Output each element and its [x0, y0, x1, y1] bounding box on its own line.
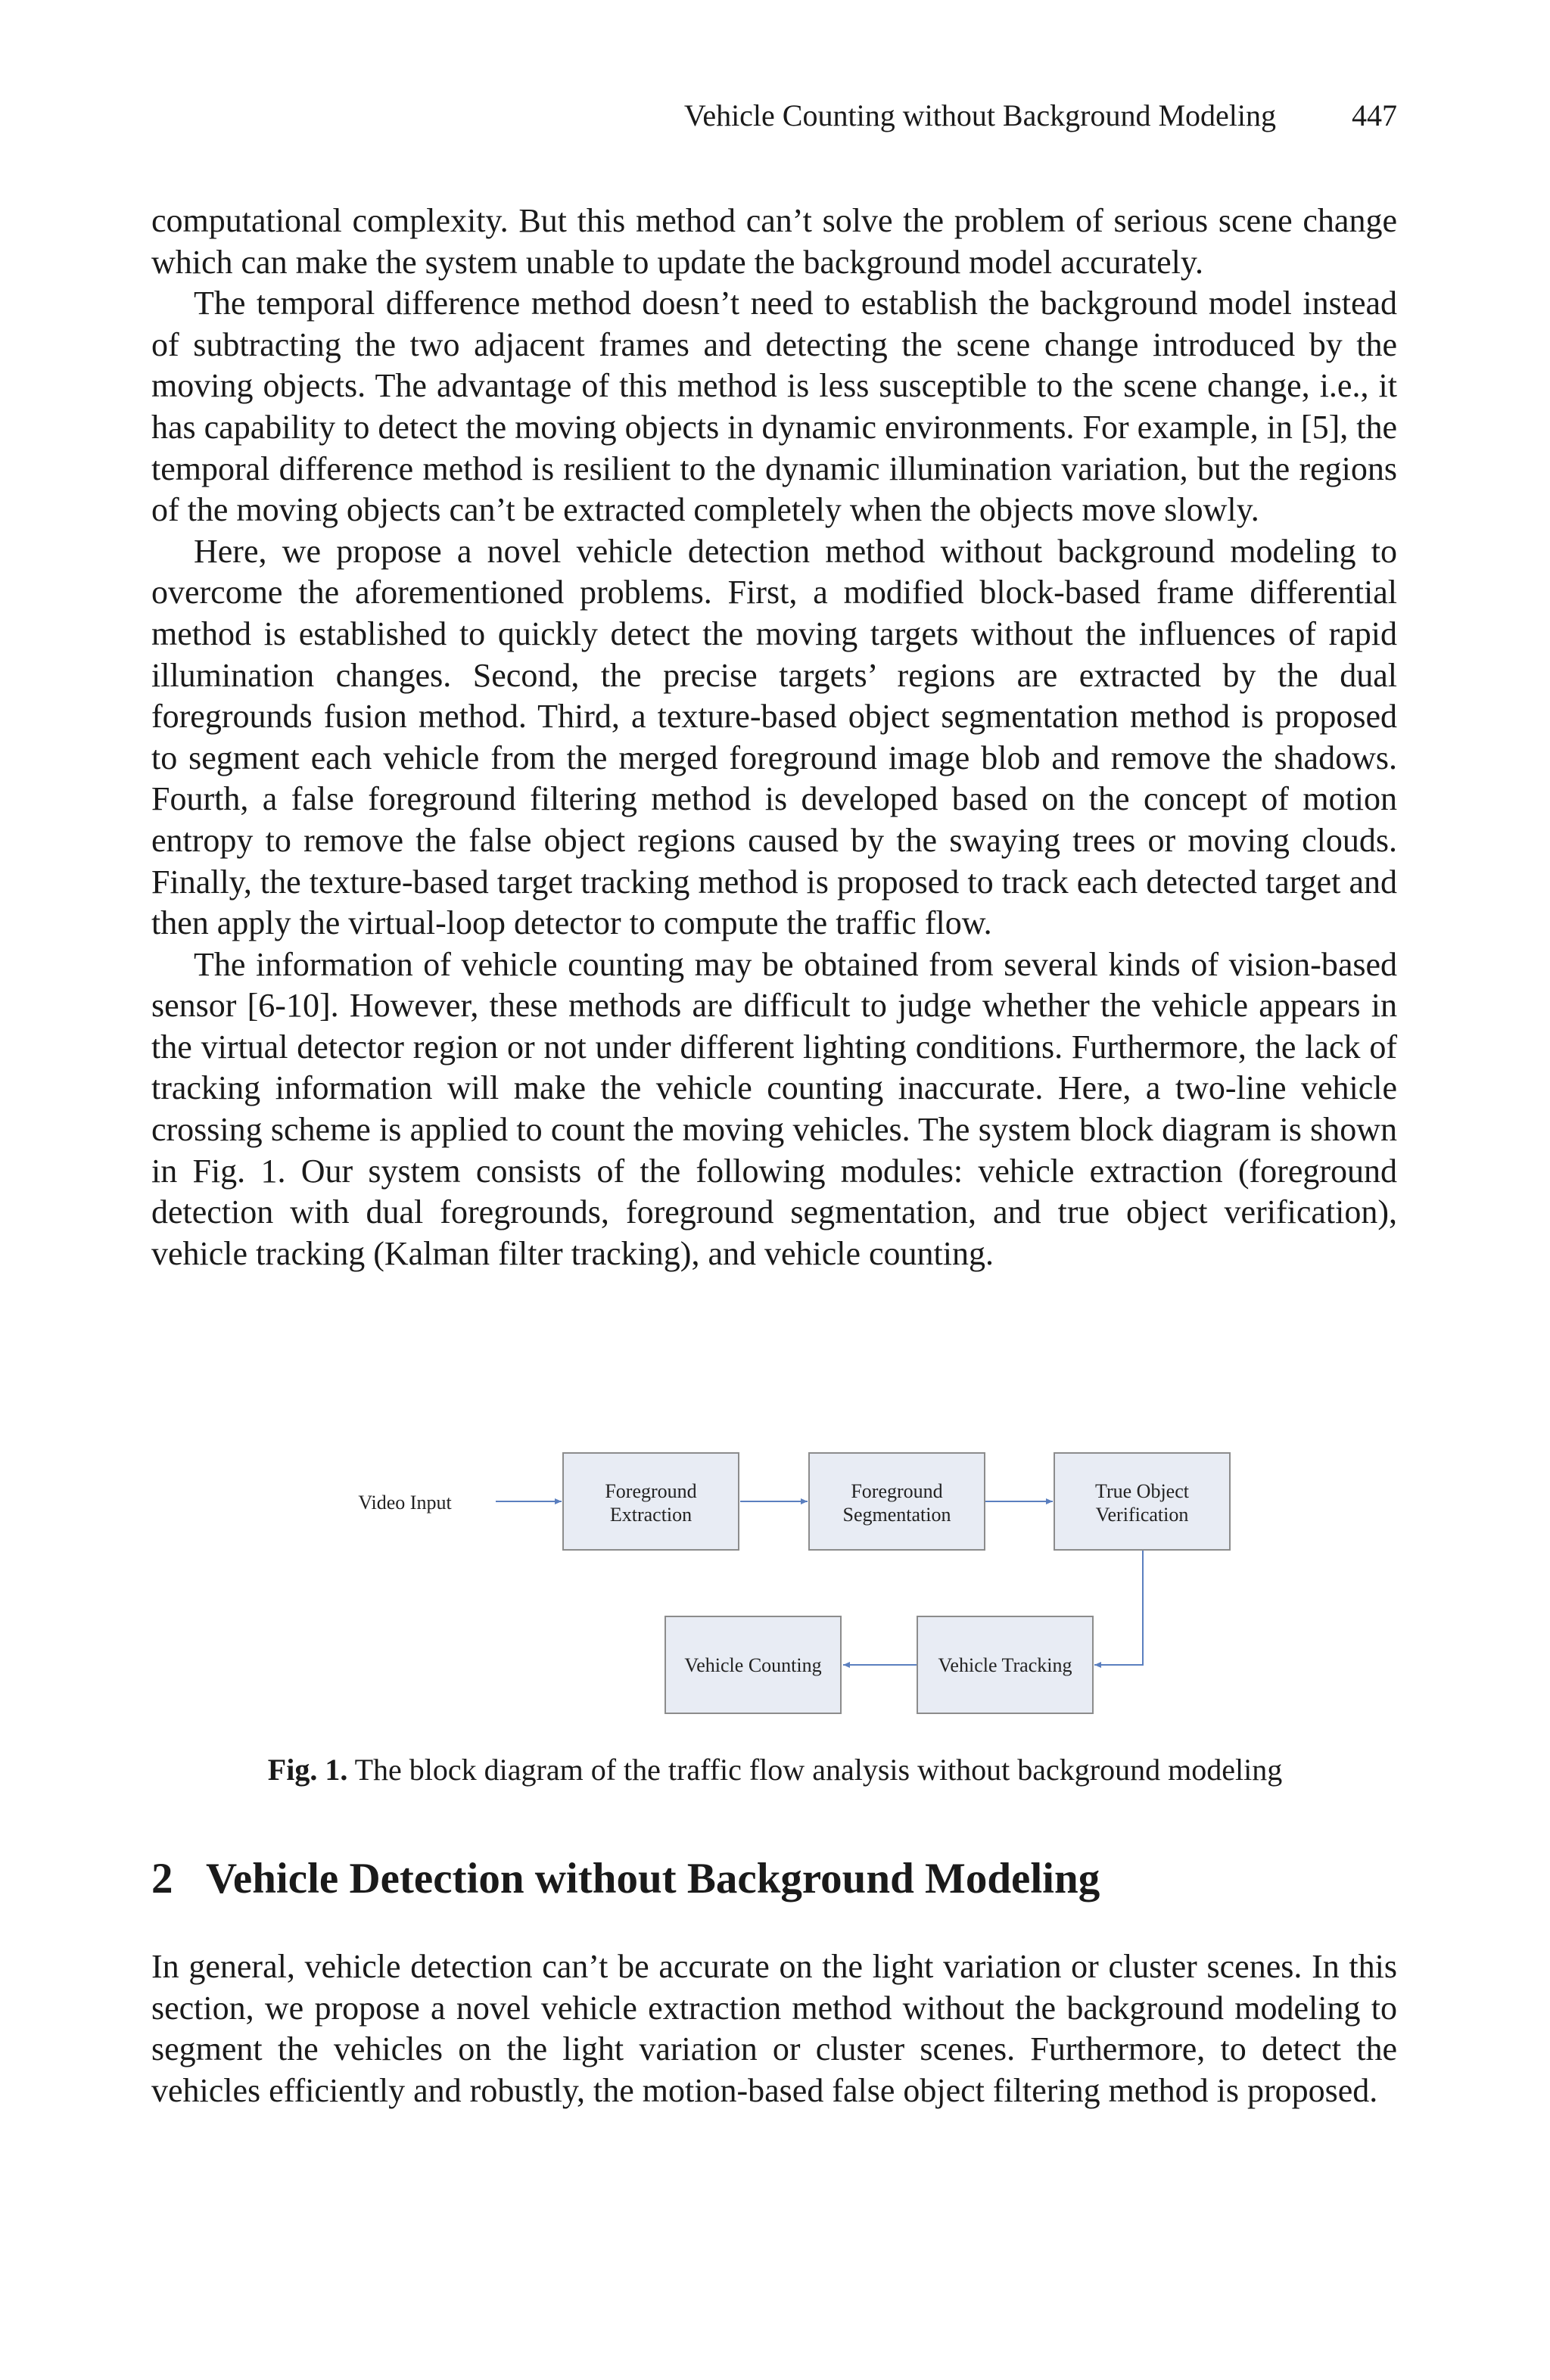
running-title: Vehicle Counting without Background Modeling — [683, 98, 1276, 132]
page-header — [151, 97, 1397, 135]
section-title: Vehicle Detection without Background Modeling — [206, 1855, 1100, 1902]
arrow-verification-to-tracking — [1094, 1550, 1143, 1665]
body-text-block — [151, 201, 1397, 1274]
true-object-verification-label-line-1: True Object — [1095, 1480, 1189, 1502]
figure-caption-text: The block diagram of the traffic flow analysis without background modeling — [347, 1753, 1283, 1787]
figure-label: Fig. 1. — [267, 1753, 348, 1787]
paragraph: In general, vehicle detection can’t be accurate on the light variation or cluster scenes. In this section, we propose a novel vehicle extraction method without the background modeling to segment the vehicles on the light variation or cluster scenes. Furthermore, to detect the vehicles efficiently and robustly, the motion-based false object filtering method is proposed. — [151, 1948, 1397, 2109]
paragraph: computational complexity. But this method can’t solve the problem of serious scene change which can make the system unable to update the background model accurately. — [151, 202, 1397, 281]
block-diagram — [333, 1448, 1241, 1721]
section-heading — [151, 1853, 1397, 1906]
section-body-text — [151, 1946, 1397, 2111]
foreground-extraction-label-line-1: Foreground — [605, 1480, 697, 1502]
paragraph: Here, we propose a novel vehicle detection method without background modeling to overcome the aforementioned problems. First, a modified block-based frame differential method is established to quickly detect the moving targets without the influences of rapid illumination changes. Second, the precise targets’ regions are extracted by the dual foregrounds fusion method. Third, a texture-based object segmentation method is proposed to segment each vehicle from the merged foreground image blob and remove the shadows. Fourth, a false foreground filtering method is developed based on the concept of motion entropy to remove the false object regions caused by the swaying trees or moving clouds. Finally, the texture-based target tracking method is proposed to track each detected target and then apply the virtual-loop detector to compute the traffic flow. — [151, 532, 1397, 942]
video-input-label: Video Input — [358, 1492, 452, 1514]
paragraph: The information of vehicle counting may be obtained from several kinds of vision-based sensor [6-10]. However, these methods are difficult to judge whether the vehicle appears in the virtual detector region or not under different lighting conditions. Furthermore, the lack of tracking information will make the vehicle counting inaccurate. Here, a two-line vehicle crossing scheme is applied to count the moving vehicles. The system block diagram is shown in Fig. 1. Our system consists of the following modules: vehicle extraction (foreground detection with dual foregrounds, foreground segmentation, and true object verification), vehicle tracking (Kalman filter tracking), and vehicle counting. — [151, 945, 1397, 1272]
foreground-segmentation-label-line-2: Segmentation — [842, 1504, 951, 1526]
page-number: 447 — [1352, 98, 1397, 132]
vehicle-counting-label: Vehicle Counting — [684, 1654, 822, 1676]
true-object-verification-label-line-2: Verification — [1095, 1504, 1189, 1526]
paragraph: The temporal difference method doesn’t need to establish the background model instead of subtracting the two adjacent frames and detecting the scene change introduced by the moving objects. The advantage of this method is less susceptible to the scene change, i.e., it has capability to detect the moving objects in dynamic environments. For example, in [5], the temporal difference method is resilient to the dynamic illumination variation, but the regions of the moving objects can’t be extracted completely when the objects move slowly. — [151, 285, 1397, 529]
foreground-extraction-label-line-2: Extraction — [609, 1504, 693, 1526]
section-number: 2 — [151, 1855, 173, 1902]
figure-caption — [0, 1751, 1550, 1789]
block-diagram-figure — [333, 1448, 1241, 1721]
vehicle-tracking-label: Vehicle Tracking — [938, 1654, 1072, 1676]
foreground-segmentation-label-line-1: Foreground — [851, 1480, 943, 1502]
